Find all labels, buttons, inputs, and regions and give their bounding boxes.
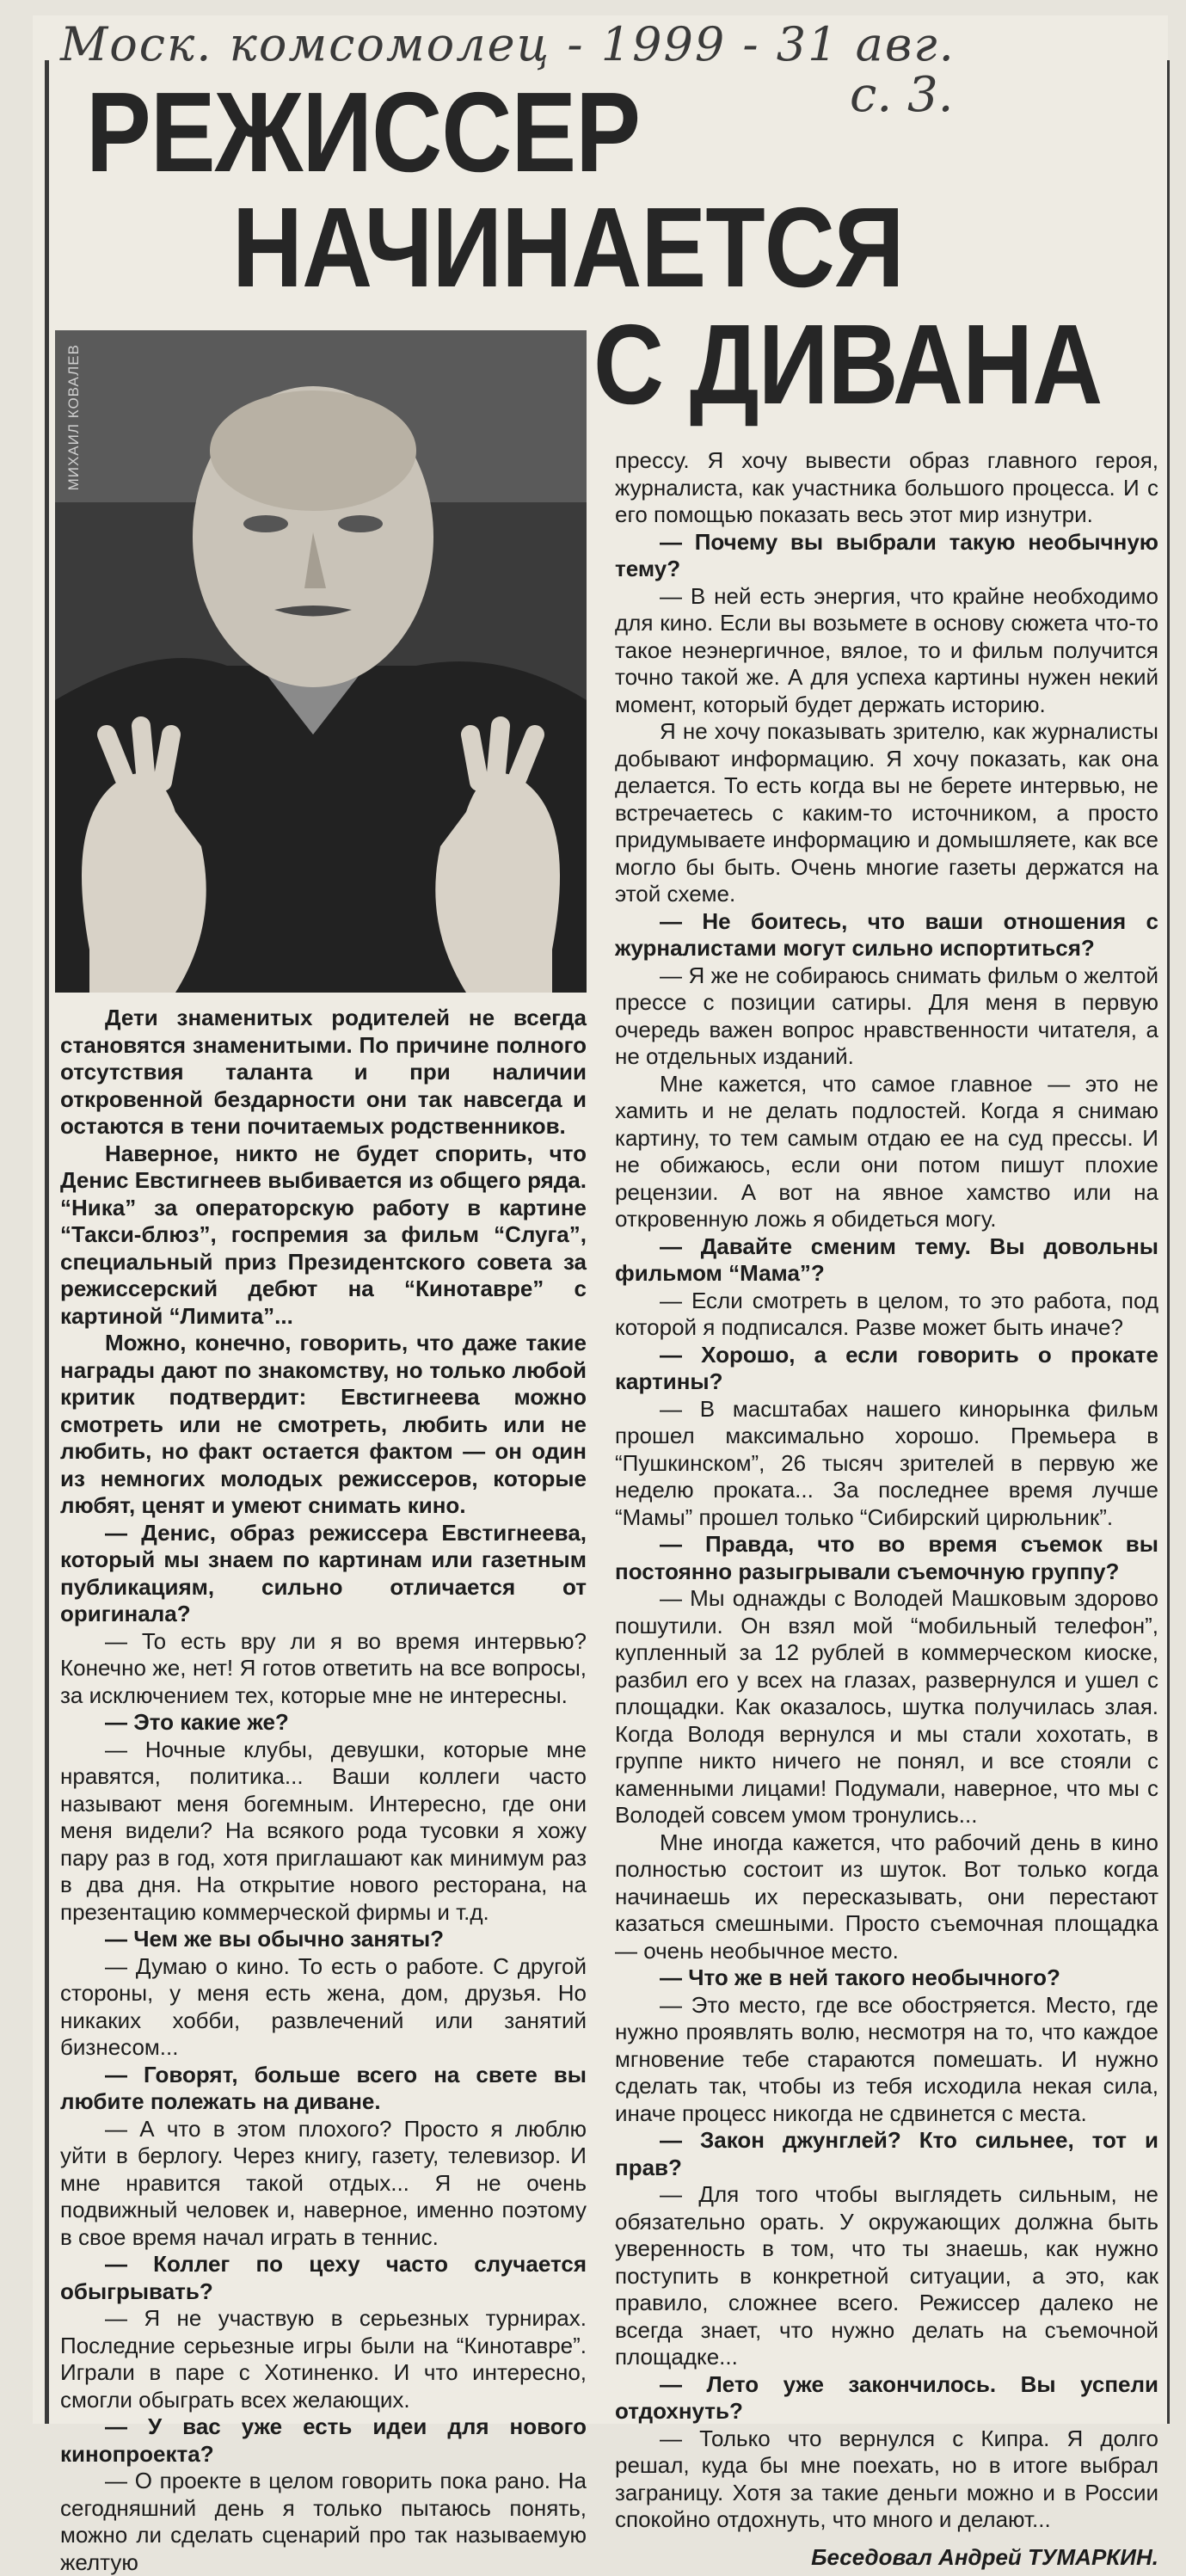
- interview-question: — Что же в ней такого необычного?: [660, 1964, 1060, 1990]
- left-column: [60, 1005, 587, 2576]
- interview-question: — Коллег по цеху часто случается обыгрывать?: [60, 2251, 587, 2304]
- lead-paragraph: Дети знаменитых родителей не всегда становятся знаменитыми. По причине полного отсутствия таланта и при наличии откровенной бездарности они так навсегда и остаются в тени почитаемых родственников.: [60, 1005, 587, 1139]
- interview-question: — Хорошо, а если говорить о прокате картины?: [615, 1341, 1158, 1394]
- paragraph: — Если смотреть в целом, то это работа, под которой я подписался. Разве может быть иначе?: [615, 1287, 1158, 1340]
- interview-question: — Не боитесь, что ваши отношения с журналистами могут сильно испортиться?: [615, 907, 1158, 961]
- interview-question: — Чем же вы обычно заняты?: [105, 1926, 445, 1952]
- headline-line-3: С ДИВАНА: [593, 301, 1103, 427]
- paragraph: — Мы однажды с Володей Машковым здорово пошутили. Он взял мой “мобильный телефон”, купленный за 12 рублей в коммерческом киоске, разбил его у всех на глазах, развернулся и ушел с площадки. Как оказалось, шутка получилась злая. Когда Володя вернулся и мы стали хохотать, в группе никто ничего не понял, и все стояли с каменными лицами! Подумали, наверное, что мы с Володей совсем умом тронулись...: [615, 1585, 1158, 1828]
- headline-line-1: РЕЖИССЕР: [86, 69, 641, 195]
- paragraph: Я не хочу показывать зрителю, как журналисты добывают информацию. Я хочу показать, как она делается. То есть когда вы не берете интервью, не встречаетесь с каким-то источником, а просто придумываете информацию и домышляете, как все могло бы быть. Очень многие газеты держатся на этой схеме.: [615, 718, 1158, 907]
- interview-question: — Давайте сменим тему. Вы довольны фильмом “Мама”?: [615, 1233, 1158, 1286]
- interview-question: — Лето уже закончилось. Вы успели отдохнуть?: [615, 2370, 1158, 2424]
- paragraph: — А что в этом плохого? Просто я люблю уйти в берлогу. Через книгу, газету, телевизор. И мне нравится такой отдых... Я не очень подвижный человек и, наверное, именно поэтому в свое время начал играть в теннис.: [60, 2115, 587, 2250]
- paragraph: — В масштабах нашего кинорынка фильм прошел максимально хорошо. Премьера в “Пушкинском”, 26 тысяч зрителей в первую же неделю проката... За последнее время лучше “Мамы” прошел только “Сибирский цирюльник”.: [615, 1395, 1158, 1530]
- paragraph: прессу. Я хочу вывести образ главного героя, журналиста, как участника большого процесса. И с его помощью показать весь этот мир изнутри.: [615, 447, 1158, 527]
- paragraph: — Это место, где все обостряется. Место, где нужно проявлять волю, несмотря на то, что каждое мгновение тебе стараются помешать. И нужно сделать так, чтобы из тебя исходила некая сила, иначе процесс никогда не сдвинется с места.: [615, 1991, 1158, 2126]
- handwritten-page-number: с. 3.: [850, 67, 954, 123]
- paragraph: — Я не участвую в серьезных турнирах. Последние серьезные игры были на “Кинотавре”. Играли в паре с Хотиненко. И что интересно, смогли обыграть всех желающих.: [60, 2305, 587, 2413]
- author-signature: Беседовал Андрей ТУМАРКИН.: [811, 2543, 1158, 2570]
- interview-question: — Денис, образ режиссера Евстигнеева, который мы знаем по картинам или газетным публикациям, сильно отличается от оригинала?: [60, 1519, 587, 1626]
- headline-line-2: НАЧИНАЕТСЯ: [232, 184, 904, 310]
- interview-question: — Говорят, больше всего на свете вы любите полежать на диване.: [60, 2061, 587, 2114]
- interview-question: — Закон джунглей? Кто сильнее, тот и прав?: [615, 2127, 1158, 2180]
- interview-question: — Это какие же?: [105, 1709, 289, 1735]
- interview-question: — У вас уже есть идеи для нового кинопроекта?: [60, 2413, 587, 2467]
- paragraph: — Только что вернулся с Кипра. Я долго решал, куда бы мне поехать, но в итоге выбрал заграницу. Хотя за такие деньги можно и в России спокойно отдохнуть, что много и делают...: [615, 2425, 1158, 2532]
- interview-question: — Правда, что во время съемок вы постоянно разыгрывали съемочную группу?: [615, 1531, 1158, 1584]
- paragraph: — То есть вру ли я во время интервью? Конечно же, нет! Я готов ответить на все вопросы, за исключением тех, которые мне не интересны.: [60, 1627, 587, 1708]
- paragraph: Мне кажется, что самое главное — это не хамить и не делать подлостей. Когда я снимаю картину, то тем самым отдаю ее на суд прессы. И не обижаюсь, если они потом пишут плохие рецензии. А вот на явное хамство или на откровенную ложь я обидеться могу.: [615, 1070, 1158, 1232]
- portrait-photo: [55, 330, 587, 993]
- portrait-illustration: [55, 330, 587, 993]
- paragraph: — Ночные клубы, девушки, которые мне нравятся, политика... Ваши коллеги часто называют меня богемным. Интересно, где они меня видели? На всякого рода тусовки я хожу пару раз в год, хотя приглашают как минимум раз в два дня. На открытие нового ресторана, на презентацию коммерческой фирмы и т.д.: [60, 1736, 587, 1925]
- lead-paragraph: Можно, конечно, говорить, что даже такие награды дают по знакомству, но только любой критик подтвердит: Евстигнеева можно смотреть или не смотреть, любить или не любить, но факт остается фактом — он один из немногих молодых режиссеров, которые любят, ценят и умеют снимать кино.: [60, 1330, 587, 1518]
- paragraph: Мне иногда кажется, что рабочий день в кино полностью состоит из шуток. Вот только когда начинаешь их пересказывать, они перестают казаться смешными. Просто съемочная площадка — очень необычное место.: [615, 1829, 1158, 1964]
- photo-credit: МИХАИЛ КОВАЛЕВ: [65, 344, 82, 491]
- handwritten-source-note: Моск. комсомолец - 1999 - 31 авг.: [60, 17, 956, 71]
- paragraph: — О проекте в целом говорить пока рано. На сегодняшний день я только пытаюсь понять, можно ли сделать сценарий про так называемую желтую: [60, 2468, 587, 2575]
- interview-question: — Почему вы выбрали такую необычную тему?: [615, 528, 1158, 581]
- paragraph: — Думаю о кино. То есть о работе. С другой стороны, у меня есть жена, дом, друзья. Но никаких хобби, развлечений или занятий бизнесом...: [60, 1952, 587, 2060]
- paragraph: — В ней есть энергия, что крайне необходимо для кино. Если вы возьмете в основу сюжета что-то такое неэнергичное, вялое, то и фильм получится точно такой же. А для успеха картины нужен некий момент, который будет держать историю.: [615, 582, 1158, 717]
- lead-paragraph: Наверное, никто не будет спорить, что Денис Евстигнеев выбивается из общего ряда. “Ника” за операторскую работу в картине “Такси-блюз”, госпремия за фильм “Слуга”, специальный приз Президентского совета за режиссерский дебют на “Кинотавре” с картиной “Лимита”...: [60, 1140, 587, 1329]
- right-column: [615, 447, 1158, 2571]
- paragraph: — Для того чтобы выглядеть сильным, не обязательно орать. У окружающих должна быть уверенность в том, что ты знаешь, как нужно поступить в конкретной ситуации, а это, как правило, сложнее всего. Режиссер далеко не всегда знает, что нужно делать на съемочной площадке...: [615, 2181, 1158, 2370]
- paragraph: — Я же не собираюсь снимать фильм о желтой прессе с позиции сатиры. Для меня в первую очередь важен вопрос нравственности читателя, а не отдельных изданий.: [615, 962, 1158, 1069]
